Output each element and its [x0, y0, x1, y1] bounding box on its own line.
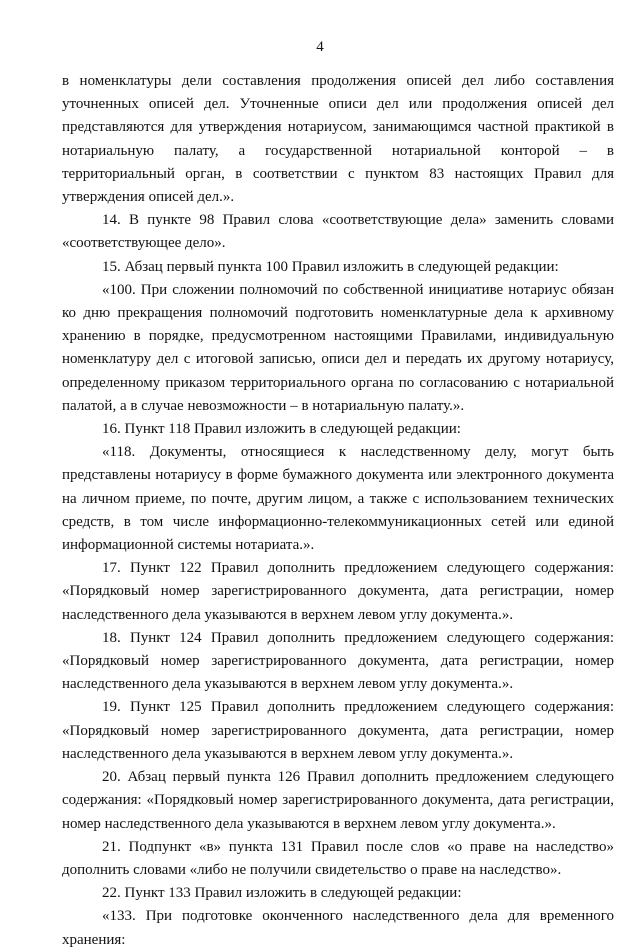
paragraph-item-21: 21. Подпункт «в» пункта 131 Правил после слов «о праве на наследство» дополнить словами «либо не получили свидетельство о праве на наследство». — [62, 838, 614, 878]
document-body — [62, 70, 614, 952]
paragraph-item-22: 22. Пункт 133 Правил изложить в следующей редакции: — [102, 885, 462, 902]
paragraph-item-19: 19. Пункт 125 Правил дополнить предложением следующего содержания: «Порядковый номер зарегистрированного документа, дата регистрации, номер наследственного дела указываются в верхнем левом углу документа.». — [62, 699, 614, 762]
paragraph-item-100-text: «100. При сложении полномочий по собственной инициативе нотариус обязан ко дню прекращения полномочий подготовить номенклатурные дела к архивному хранению в порядке, предусмотренном настоящими Правилами, индивидуальную номенклатуру дел с итоговой записью, описи дел и передать их другому нотариусу, определенному приказом территориального органа по согласованию с нотариальной палатой, а в случае невозможности – в нотариальную палату.». — [62, 281, 614, 414]
paragraph-item-15: 15. Абзац первый пункта 100 Правил изложить в следующей редакции: — [102, 258, 559, 275]
paragraph-item-118-text: «118. Документы, относящиеся к наследственному делу, могут быть представлены нотариусу в форме бумажного документа или электронного документа на личном приеме, по почте, другим лицом, а также с использованием технических средств, в том числе информационно-телекоммуникационных сетей или единой информационной системы нотариата.». — [62, 444, 614, 554]
paragraph-item-16: 16. Пункт 118 Правил изложить в следующей редакции: — [102, 421, 461, 438]
paragraph-item-20: 20. Абзац первый пункта 126 Правил дополнить предложением следующего содержания: «Порядковый номер зарегистрированного документа, дата регистрации, номер наследственного дела указываются в верхнем левом углу документа.». — [62, 769, 614, 832]
paragraph-item-18: 18. Пункт 124 Правил дополнить предложением следующего содержания: «Порядковый номер зарегистрированного документа, дата регистрации, номер наследственного дела указываются в верхнем левом углу документа.». — [62, 629, 614, 693]
paragraph-item-133-text: «133. При подготовке оконченного наследственного дела для временного хранения: — [62, 908, 614, 948]
paragraph-item-17: 17. Пункт 122 Правил дополнить предложением следующего содержания: «Порядковый номер зарегистрированного документа, дата регистрации, номер наследственного дела указываются в верхнем левом углу документа.». — [62, 560, 614, 623]
paragraph-continuation: в номенклатуры дели составления продолжения описей дел либо составления уточненных описей дел. Уточненные описи дел или продолжения описей дел представляются для утверждения нотариусом, занимающимся частной практикой в нотариальную палату, а государственной нотариальной конторой – в территориальный орган, в соответствии с пунктом 83 настоящих Правил для утверждения описей дел.». — [62, 73, 614, 206]
paragraph-item-14: 14. В пункте 98 Правил слова «соответствующие дела» заменить словами «соответствующее дело». — [62, 212, 614, 252]
page-number: 4 — [316, 39, 324, 55]
